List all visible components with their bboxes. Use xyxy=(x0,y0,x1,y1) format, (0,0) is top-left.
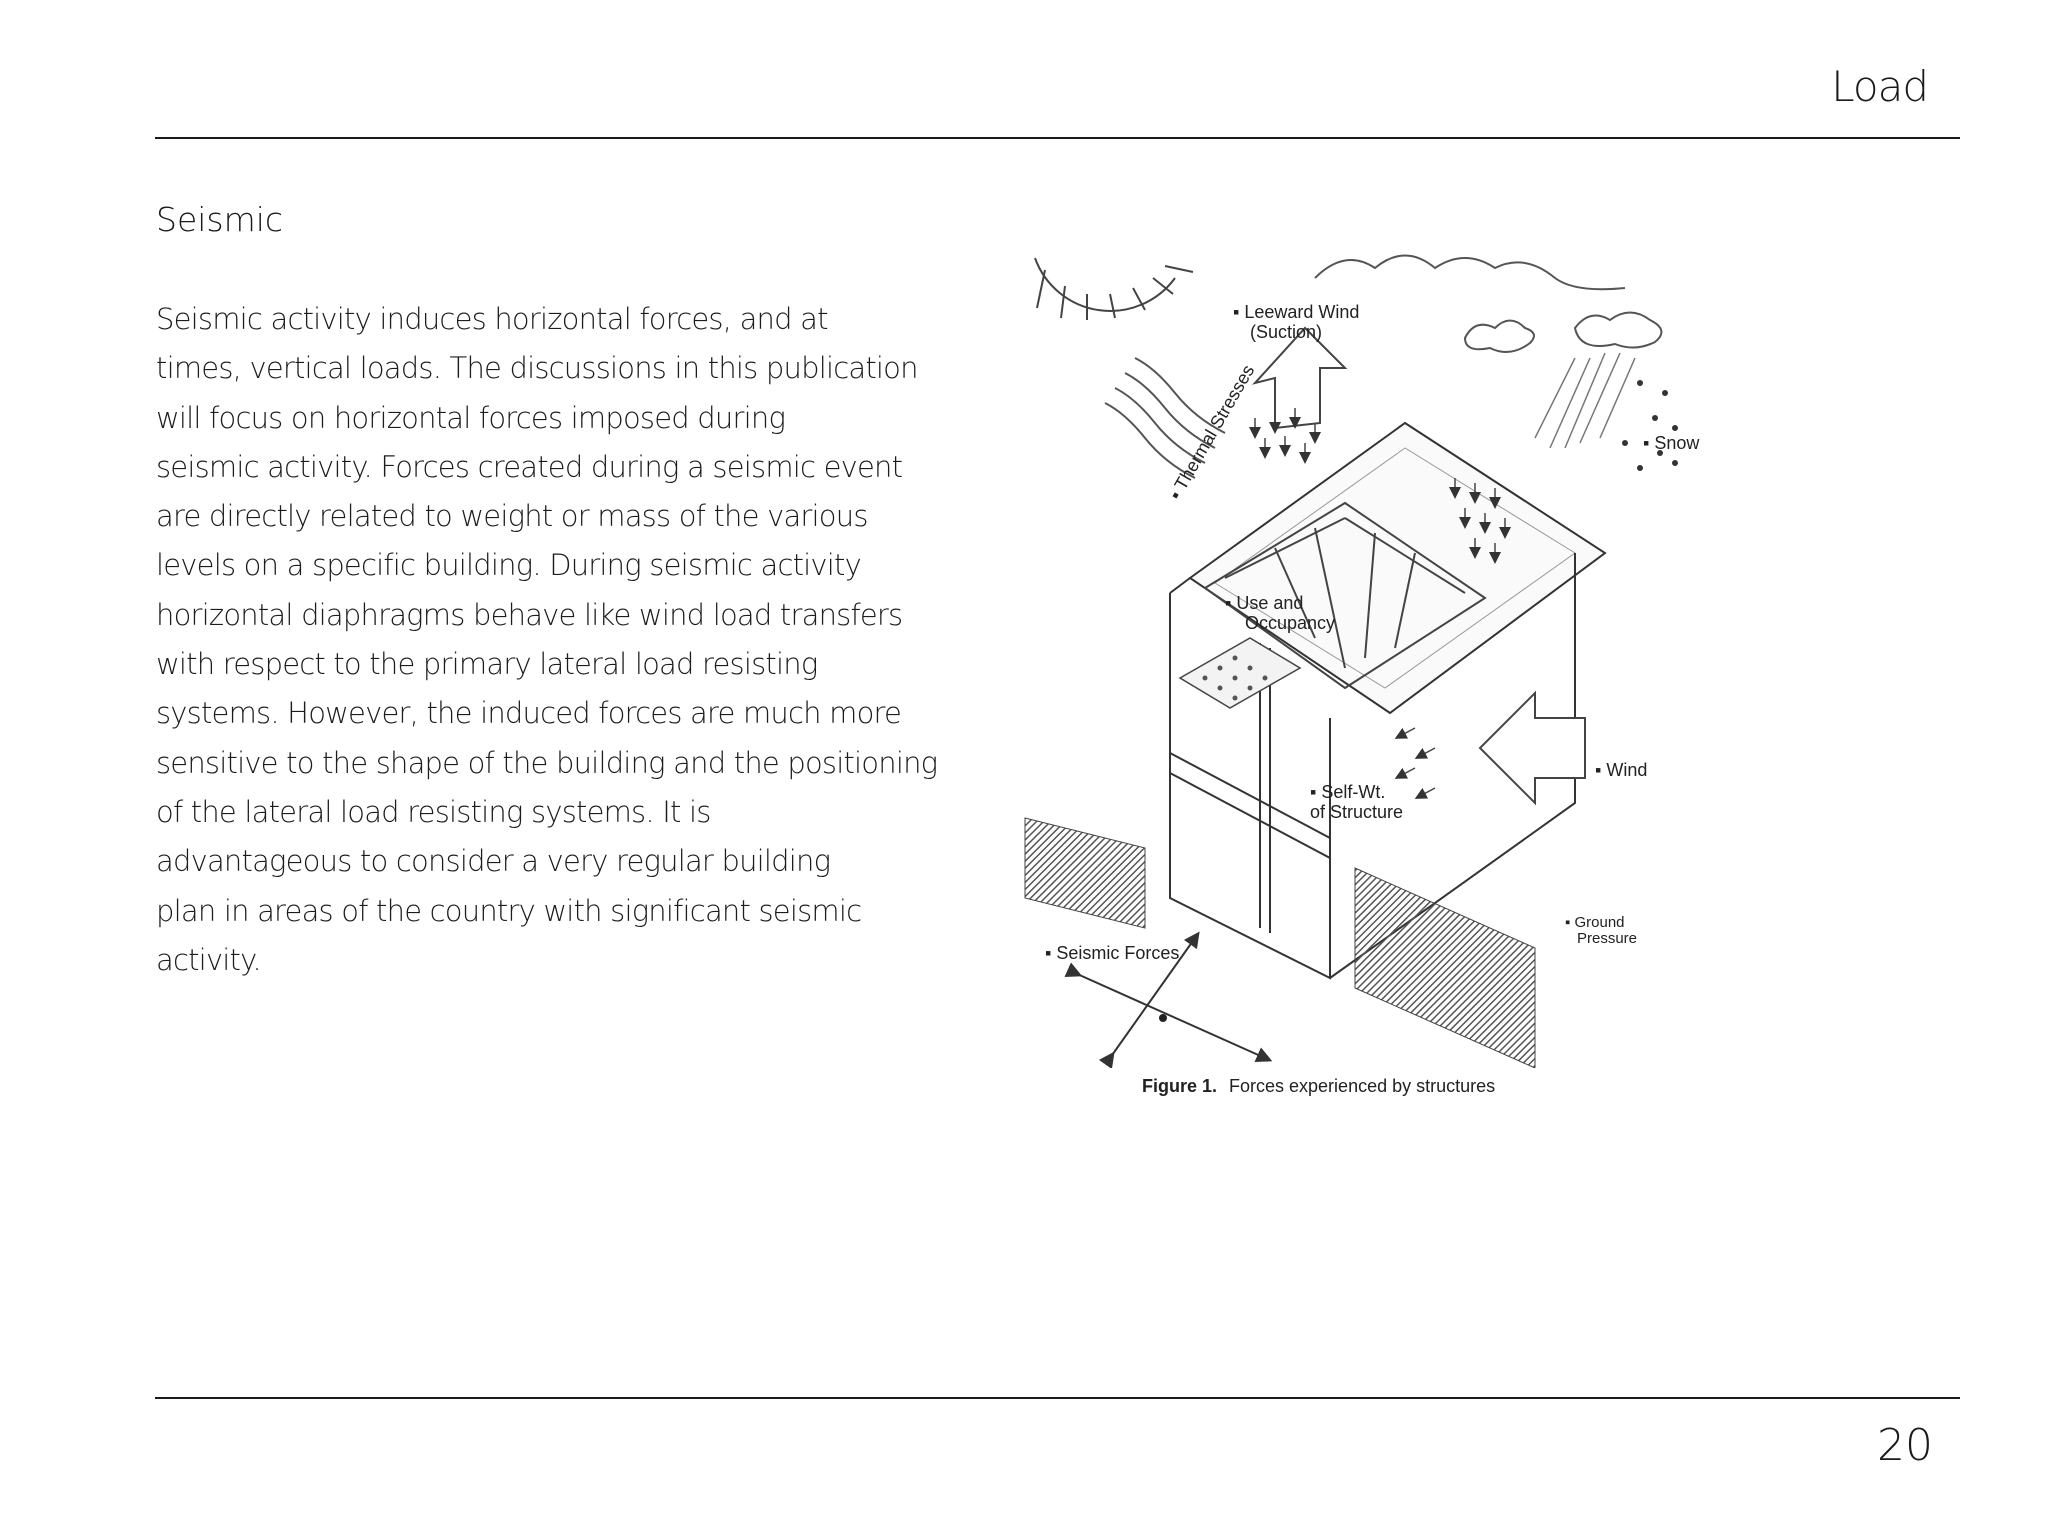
seismic-center-dot xyxy=(1159,1014,1167,1022)
use-occupancy-label-2: Occupancy xyxy=(1245,613,1336,633)
paragraph-line: advantageous to consider a very regular building xyxy=(156,844,831,879)
header-rule xyxy=(155,137,1960,139)
paragraph-line: activity. xyxy=(156,942,261,977)
paragraph-line: plan in areas of the country with significant seismic xyxy=(156,893,862,928)
paragraph-line: systems. However, the induced forces are much more xyxy=(156,696,902,731)
cloud-icon xyxy=(1315,256,1661,353)
snow-dots xyxy=(1622,380,1678,471)
sun-icon xyxy=(1035,258,1193,320)
running-header-title: Load xyxy=(1831,62,1928,111)
ground-pressure-label: ▪ Ground xyxy=(1565,914,1625,931)
leeward-wind-label: ▪ Leeward Wind xyxy=(1233,302,1360,322)
thermal-stresses-label: ▪ Thermal Stresses xyxy=(1165,361,1259,503)
ground-hatch-left xyxy=(1025,818,1145,928)
paragraph-line: times, vertical loads. The discussions in this publication xyxy=(156,351,918,386)
rain-lines xyxy=(1535,353,1635,448)
footer-rule xyxy=(155,1397,1960,1399)
leeward-wind-arrow xyxy=(1255,328,1345,428)
figure-number: Figure 1. xyxy=(1142,1076,1218,1096)
suction-label: (Suction) xyxy=(1250,322,1323,342)
paragraph-line: seismic activity. Forces created during a seismic event xyxy=(156,449,903,484)
use-occupancy-label: ▪ Use and xyxy=(1225,593,1304,613)
body-paragraph xyxy=(156,295,938,985)
paragraph-line: levels on a specific building. During seismic activity xyxy=(156,548,861,583)
paragraph-line: will focus on horizontal forces imposed during xyxy=(156,400,786,435)
paragraph-line: of the lateral load resisting systems. It is xyxy=(156,794,711,829)
floor-slab xyxy=(1180,638,1300,708)
figure-caption xyxy=(1142,1076,1495,1097)
wind-arrow xyxy=(1480,693,1585,803)
ground-pressure-label-2: Pressure xyxy=(1577,930,1638,947)
seismic-forces-label: ▪ Seismic Forces xyxy=(1045,943,1180,963)
self-weight-label: ▪ Self-Wt. xyxy=(1310,782,1386,802)
ground-hatch-right xyxy=(1355,868,1535,1068)
page-number: 20 xyxy=(1877,1420,1933,1471)
paragraph-line: Seismic activity induces horizontal forces, and at xyxy=(156,302,828,336)
paragraph-line: with respect to the primary lateral load resisting xyxy=(156,647,818,682)
paragraph-line: horizontal diaphragms behave like wind load transfers xyxy=(156,597,903,632)
wind-pressure-arrows xyxy=(1400,728,1435,796)
section-heading: Seismic xyxy=(156,200,284,239)
paragraph-line: sensitive to the shape of the building and the positioning xyxy=(156,745,938,780)
self-weight-label-2: of Structure xyxy=(1310,802,1404,822)
paragraph-line: are directly related to weight or mass of the various xyxy=(156,499,868,534)
building-forces-figure xyxy=(1015,248,1715,1108)
snow-label: ▪ Snow xyxy=(1643,433,1700,453)
figure-caption-text: Forces experienced by structures xyxy=(1229,1076,1496,1096)
wind-label: ▪ Wind xyxy=(1595,760,1648,780)
